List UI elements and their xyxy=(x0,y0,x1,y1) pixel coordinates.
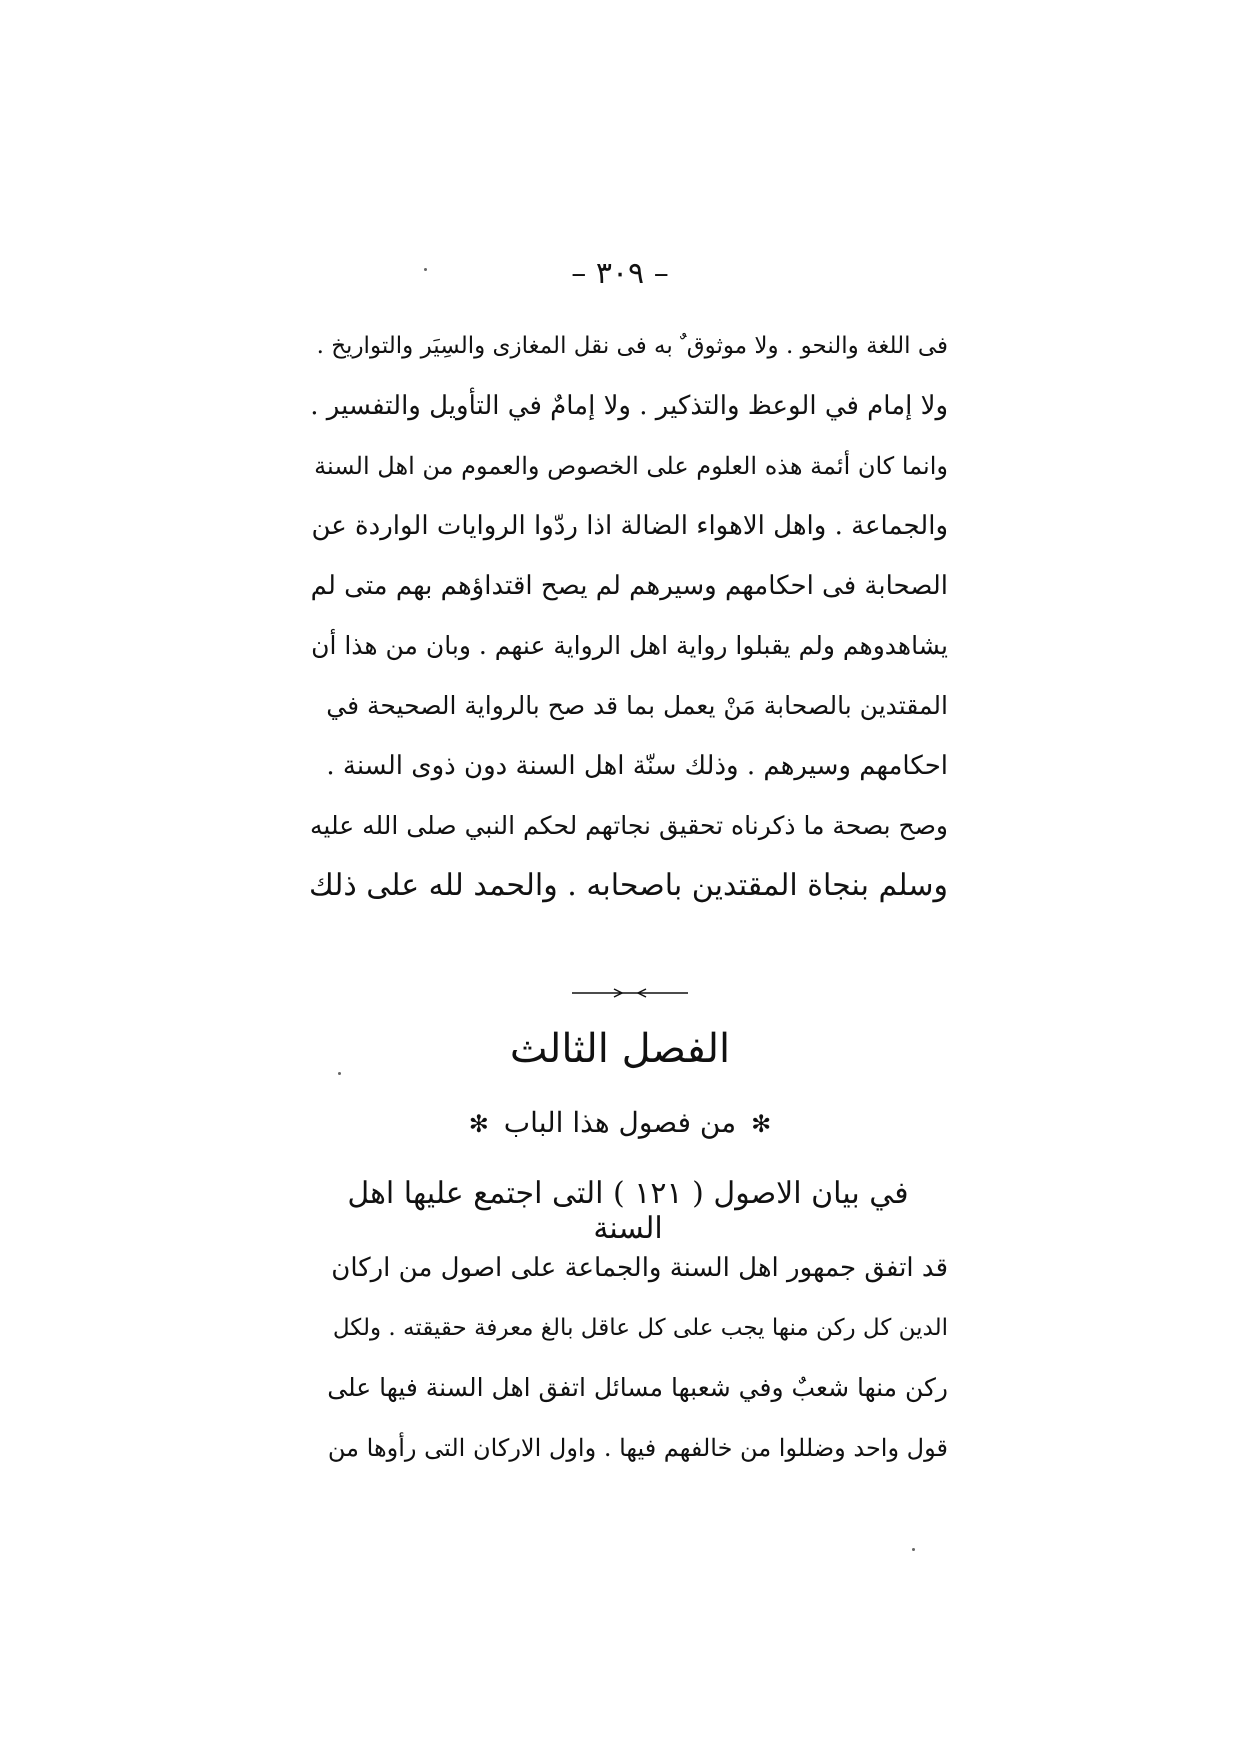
text-line: فى اللغة والنحو . ولا موثوق ٌ به فى نقل المغازى والسِيَر والتواريخ . xyxy=(316,333,948,359)
text-line: وانما كان أئمة هذه العلوم على الخصوص والعموم من اهل السنة xyxy=(314,452,948,480)
scan-speck xyxy=(912,1548,915,1551)
section-subtitle-row xyxy=(0,1106,1240,1139)
star-ornament-icon: ✻ xyxy=(468,1110,489,1138)
text-line: قول واحد وضللوا من خالفهم فيها . واول الاركان التى رأوها من xyxy=(327,1434,948,1462)
text-line: ركن منها شعبٌ وفي شعبها مسائل اتفق اهل السنة فيها على xyxy=(327,1373,948,1402)
body-paragraph-top xyxy=(308,316,948,916)
text-line: المقتدين بالصحابة مَنْ يعمل بما قد صح بالرواية الصحيحة في xyxy=(326,691,948,720)
body-paragraph-bottom xyxy=(308,1238,948,1478)
text-line: وسلم بنجاة المقتدين باصحابه . والحمد لله على ذلك xyxy=(308,868,948,903)
topic-heading: في بيان الاصول ( ١٢١ ) التى اجتمع عليها اهل السنة xyxy=(347,1176,909,1246)
page-number: – ٣٠٩ – xyxy=(571,256,669,291)
section-title: الفصل الثالث xyxy=(509,1026,731,1072)
scan-speck xyxy=(338,1072,341,1075)
text-line: الدين كل ركن منها يجب على كل عاقل بالغ معرفة حقيقته . ولكل xyxy=(332,1315,948,1341)
divider-ornament-icon xyxy=(570,986,690,1000)
text-line: والجماعة . واهل الاهواء الضالة اذا ردّوا الروايات الواردة عن xyxy=(311,511,948,541)
scan-speck xyxy=(424,268,427,271)
text-line: قد اتفق جمهور اهل السنة والجماعة على اصول من اركان xyxy=(331,1253,948,1283)
text-line: الصحابة فى احكامهم وسيرهم لم يصح اقتداؤهم بهم متى لم xyxy=(310,571,948,601)
text-line: ولا إمام في الوعظ والتذكير . ولا إمامٌ في التأويل والتفسير . xyxy=(310,391,948,421)
text-line: وصح بصحة ما ذكرناه تحقيق نجاتهم لحكم النبي صلى الله عليه xyxy=(310,811,948,840)
star-ornament-icon: ✻ xyxy=(751,1110,772,1138)
text-line: يشاهدوهم ولم يقبلوا رواية اهل الرواية عنهم . وبان من هذا أن xyxy=(311,631,948,660)
section-subtitle: من فصول هذا الباب xyxy=(503,1106,737,1139)
text-line: احكامهم وسيرهم . وذلك سنّة اهل السنة دون ذوى السنة . xyxy=(326,751,948,781)
